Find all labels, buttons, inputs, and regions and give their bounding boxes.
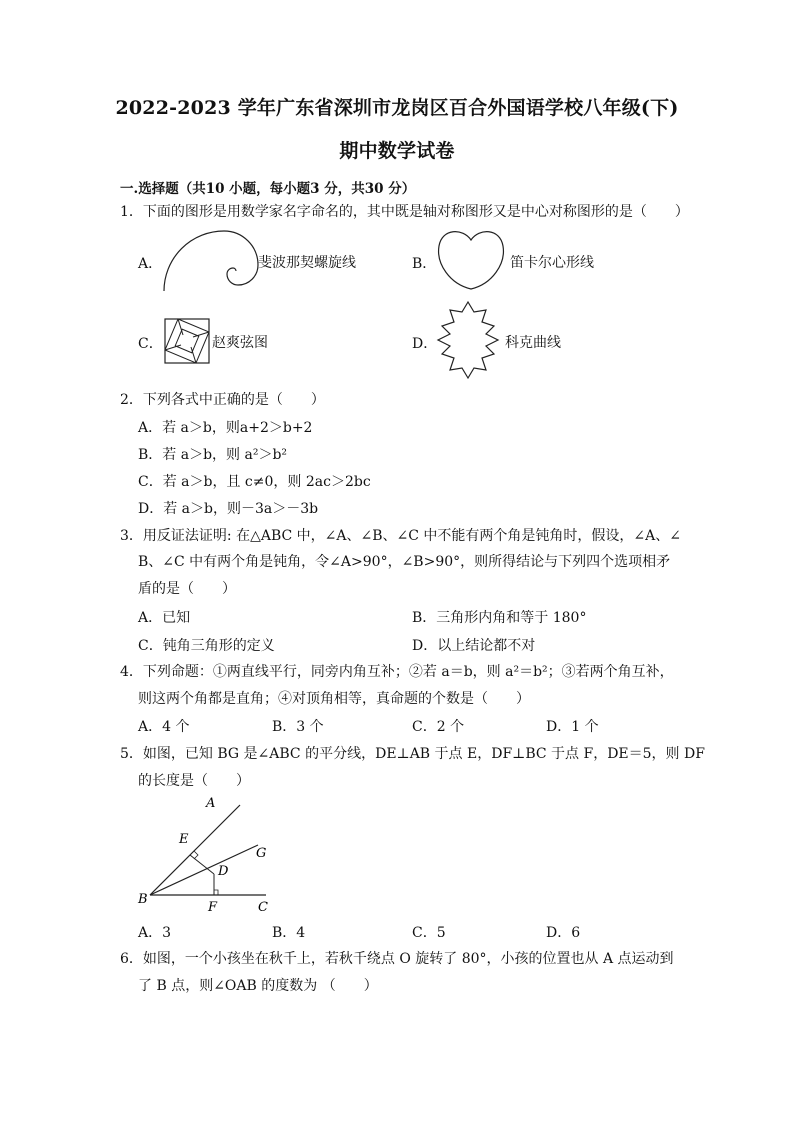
q5-stem-line2: 的长度是（ ） (138, 773, 250, 789)
q1-option-d-caption: 科克曲线 (505, 335, 561, 351)
label-B: B (138, 892, 148, 907)
q1-option-a-letter: A． (138, 256, 163, 272)
koch-snowflake-figure (432, 300, 504, 380)
q1-option-b-letter: B． (412, 256, 437, 272)
q2-option-a: A．若 a＞b，则a+2＞b+2 (138, 420, 313, 436)
zhao-shuang-diagram-figure (164, 318, 210, 364)
q1-option-c-letter: C． (138, 336, 163, 352)
q5-stem-line1: 5．如图，已知 BG 是∠ABC 的平分线，DE⊥AB 于点 E，DF⊥BC 于点 F，DE＝5，则 DF (120, 746, 705, 762)
q4-option-d: D．1 个 (546, 719, 599, 735)
angle-bisector-figure (130, 795, 280, 915)
q3-stem-line2: B、∠C 中有两个角是钝角，令∠A>90°，∠B>90°，则所得结论与下列四个选项相矛 (138, 554, 671, 570)
q3-option-d: D．以上结论都不对 (412, 638, 536, 654)
q1-option-b-caption: 笛卡尔心形线 (510, 255, 594, 271)
fibonacci-spiral-figure (158, 225, 258, 295)
paper-title-line1: 2022-2023 学年广东省深圳市龙岗区百合外国语学校八年级(下) (115, 97, 679, 119)
q5-option-c: C．5 (412, 925, 446, 941)
q1-option-a-caption: 斐波那契螺旋线 (258, 255, 356, 271)
q2-option-b: B．若 a＞b，则 a²＞b² (138, 447, 288, 463)
q1-option-d-letter: D． (412, 336, 438, 352)
q4-option-b: B．3 个 (272, 719, 324, 735)
q1-stem: 1．下面的图形是用数学家名字命名的，其中既是轴对称图形又是中心对称图形的是（ ） (120, 204, 689, 220)
q6-stem-line2: 了 B 点，则∠OAB 的度数为 （ ） (138, 978, 378, 994)
label-A: A (206, 796, 216, 811)
q5-option-d: D．6 (546, 925, 581, 941)
q6-stem-line1: 6．如图，一个小孩坐在秋千上，若秋千绕点 O 旋转了 80°，小孩的位置也从 A 点运动到 (120, 951, 674, 967)
cardioid-figure (436, 226, 506, 292)
q3-option-c: C．钝角三角形的定义 (138, 638, 275, 654)
q3-option-b: B．三角形内角和等于 180° (412, 610, 587, 626)
q4-stem-line2: 则这两个角都是直角；④对顶角相等，真命题的个数是（ ） (138, 691, 530, 707)
q4-stem-line1: 4．下列命题：①两直线平行，同旁内角互补；②若 a＝b，则 a²＝b²；③若两个角互补， (120, 664, 674, 680)
q3-stem-line3: 盾的是（ ） (138, 581, 236, 597)
q1-option-c-caption: 赵爽弦图 (212, 335, 268, 351)
q5-option-b: B．4 (272, 925, 306, 941)
label-F: F (208, 900, 218, 915)
label-E: E (179, 832, 189, 847)
label-C: C (258, 900, 268, 915)
q4-option-a: A．4 个 (138, 719, 190, 735)
label-D: D (218, 864, 229, 879)
q2-option-d: D．若 a＞b，则－3a＞－3b (138, 501, 319, 517)
q2-option-c: C．若 a＞b，且 c≠0，则 2ac＞2bc (138, 474, 371, 490)
q2-stem: 2．下列各式中正确的是（ ） (120, 392, 325, 408)
q3-stem-line1: 3．用反证法证明: 在△ABC 中，∠A、∠B、∠C 中不能有两个角是钝角时，假设，∠A、∠ (120, 528, 681, 544)
label-G: G (256, 846, 267, 861)
q3-option-a: A．已知 (138, 610, 191, 626)
q5-option-a: A．3 (138, 925, 172, 941)
section-heading: 一.选择题（共10 小题，每小题3 分，共30 分） (120, 181, 416, 197)
paper-title-line2: 期中数学试卷 (339, 140, 455, 162)
q4-option-c: C．2 个 (412, 719, 465, 735)
